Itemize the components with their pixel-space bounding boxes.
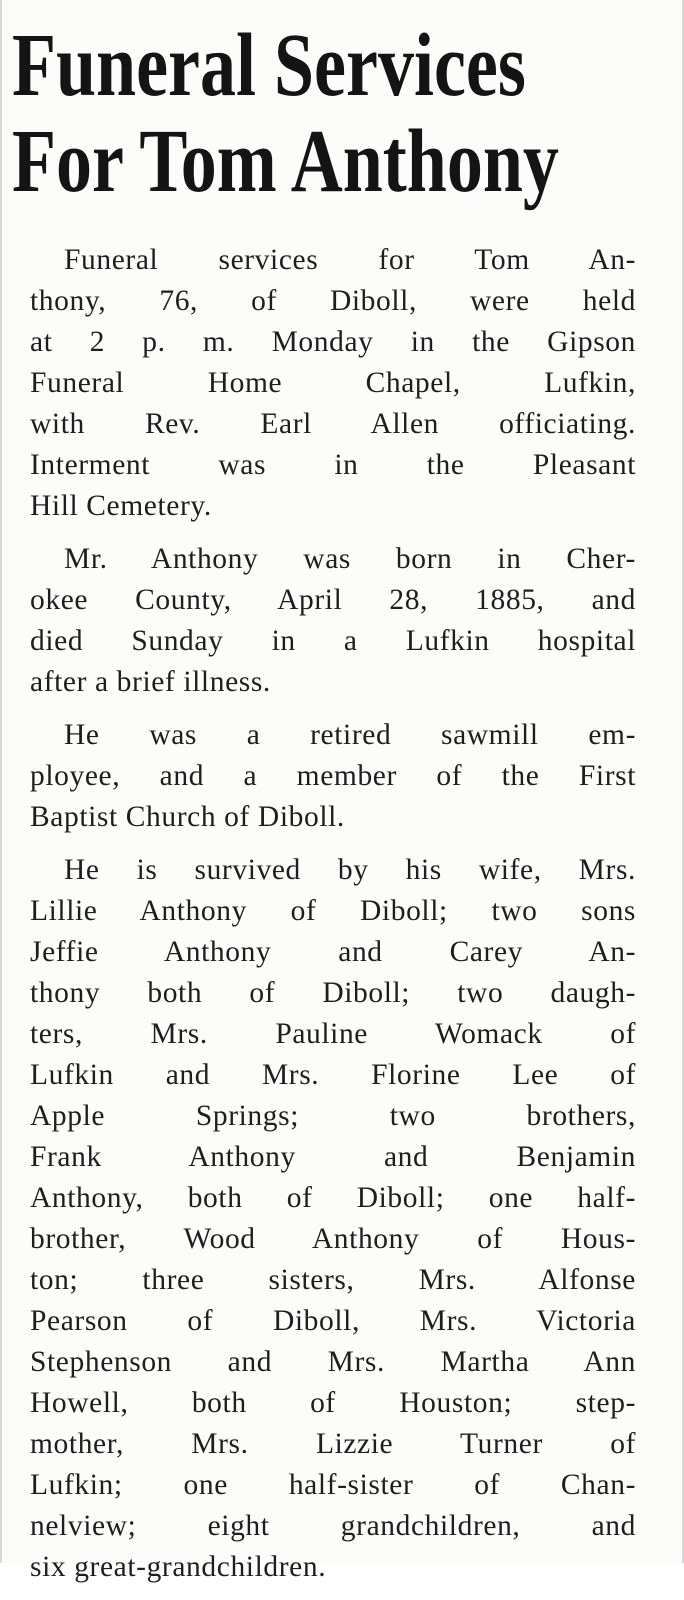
- text-line: thony, 76, of Diboll, were held: [30, 285, 636, 317]
- text-line: nelview; eight grandchildren, and: [30, 1510, 636, 1542]
- text-line: Lillie Anthony of Diboll; two sons: [30, 895, 636, 927]
- headline-line-2: For Tom Anthony: [12, 112, 559, 211]
- text-line: six great-grandchildren.: [30, 1551, 327, 1583]
- text-line: at 2 p. m. Monday in the Gipson: [30, 326, 636, 358]
- paragraph-survivors: [30, 850, 636, 1588]
- text-line: okee County, April 28, 1885, and: [30, 584, 636, 616]
- paragraph-services: [30, 240, 636, 527]
- text-line: Mr. Anthony was born in Cher-: [64, 543, 636, 575]
- text-line: Frank Anthony and Benjamin: [30, 1141, 636, 1173]
- text-line: He is survived by his wife, Mrs.: [64, 854, 636, 886]
- text-line: Hill Cemetery.: [30, 490, 212, 522]
- headline: [12, 16, 559, 211]
- text-line: thony both of Diboll; two daugh-: [30, 977, 636, 1009]
- text-line: Pearson of Diboll, Mrs. Victoria: [30, 1305, 636, 1337]
- text-line: Howell, both of Houston; step-: [30, 1387, 636, 1419]
- text-line: Funeral Home Chapel, Lufkin,: [30, 367, 636, 399]
- headline-line-1: Funeral Services: [12, 16, 526, 115]
- text-line: with Rev. Earl Allen officiating.: [30, 408, 636, 440]
- text-line: ton; three sisters, Mrs. Alfonse: [30, 1264, 636, 1296]
- text-line: Interment was in the Pleasant: [30, 449, 636, 481]
- text-line: Anthony, both of Diboll; one half-: [30, 1182, 636, 1214]
- text-line: Stephenson and Mrs. Martha Ann: [30, 1346, 636, 1378]
- text-line: mother, Mrs. Lizzie Turner of: [30, 1428, 636, 1460]
- paragraph-birth: [30, 539, 636, 703]
- text-line: Funeral services for Tom An-: [64, 244, 636, 276]
- text-line: after a brief illness.: [30, 666, 271, 698]
- text-line: Baptist Church of Diboll.: [30, 801, 345, 833]
- text-line: He was a retired sawmill em-: [64, 719, 636, 751]
- text-line: Lufkin; one half-sister of Chan-: [30, 1469, 636, 1501]
- paragraph-occupation: [30, 715, 636, 838]
- text-line: Jeffie Anthony and Carey An-: [30, 936, 636, 968]
- text-line: brother, Wood Anthony of Hous-: [30, 1223, 636, 1255]
- text-line: Lufkin and Mrs. Florine Lee of: [30, 1059, 636, 1091]
- text-line: Apple Springs; two brothers,: [30, 1100, 636, 1132]
- text-line: died Sunday in a Lufkin hospital: [30, 625, 636, 657]
- article-body: [30, 240, 636, 1600]
- text-line: ters, Mrs. Pauline Womack of: [30, 1018, 636, 1050]
- text-line: ployee, and a member of the First: [30, 760, 636, 792]
